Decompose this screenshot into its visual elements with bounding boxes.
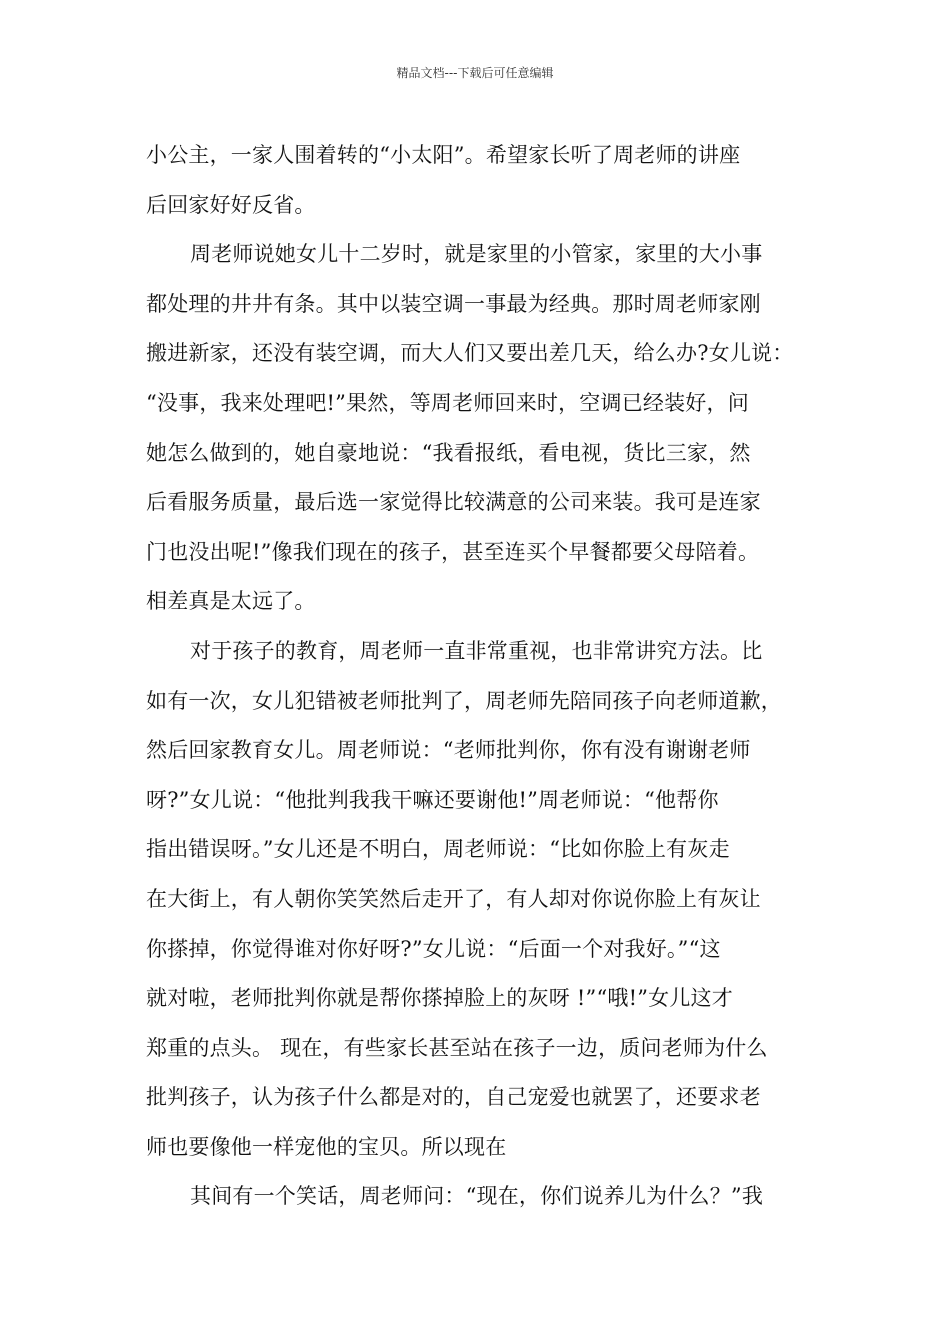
text-line: 然后回家教育女儿。周老师说：“老师批判你，你有没有谢谢老师 xyxy=(146,738,751,763)
text-line: 郑重的点头。 现在，有些家长甚至站在孩子一边，质问老师为什么 xyxy=(146,1035,768,1060)
text-line: 呀?”女儿说：“他批判我我干嘛还要谢他!”周老师说：“他帮你 xyxy=(146,787,719,812)
page-header: 精品文档---下载后可任意编辑 xyxy=(396,66,554,80)
text-line: 她怎么做到的，她自豪地说：“我看报纸，看电视，货比三家，然 xyxy=(146,440,751,465)
text-line: 小公主，一家人围着转的“小太阳”。希望家长听了周老师的讲座 xyxy=(146,143,741,167)
text-line: 你搽掉，你觉得谁对你好呀?”女儿说：“后面一个对我好。”“这 xyxy=(146,936,721,961)
text-line: 搬进新家，还没有装空调，而大人们又要出差几天，给么办?女儿说： xyxy=(146,341,794,366)
text-line: 如有一次，女儿犯错被老师批判了，周老师先陪同孩子向老师道歉， xyxy=(146,688,782,713)
text-line: 就对啦，老师批判你就是帮你搽掉脸上的灰呀 !”“哦!”女儿这才 xyxy=(146,986,733,1011)
text-line: 在大街上，有人朝你笑笑然后走开了，有人却对你说你脸上有灰让 xyxy=(146,886,761,911)
text-line: 相差真是太远了。 xyxy=(146,589,316,614)
document-body xyxy=(146,131,826,1222)
text-line: 门也没出呢!”像我们现在的孩子，甚至连买个早餐都要父母陪着。 xyxy=(146,539,760,564)
text-line: 都处理的井井有条。其中以装空调一事最为经典。那时周老师家刚 xyxy=(146,291,761,316)
text-line: 批判孩子，认为孩子什么都是对的，自己宠爱也就罢了，还要求老 xyxy=(146,1085,761,1110)
paragraph-start-line: 对于孩子的教育，周老师一直非常重视，也非常讲究方法。比 xyxy=(190,638,763,663)
text-line: 师也要像他一样宠他的宝贝。所以现在 xyxy=(146,1134,507,1159)
text-line: 后回家好好反省。 xyxy=(146,192,316,217)
text-line: “没事，我来处理吧!”果然，等周老师回来时，空调已经装好，问 xyxy=(146,390,749,415)
text-line: 指出错误呀。”女儿还是不明白，周老师说：“比如你脸上有灰走 xyxy=(146,837,730,862)
text-line: 后看服务质量，最后选一家觉得比较满意的公司来装。我可是连家 xyxy=(146,490,761,515)
paragraph-start-line: 其间有一个笑话，周老师问：“现在，你们说养儿为什么？”我 xyxy=(190,1184,764,1209)
paragraph-start-line: 周老师说她女儿十二岁时，就是家里的小管家，家里的大小事 xyxy=(190,242,763,267)
